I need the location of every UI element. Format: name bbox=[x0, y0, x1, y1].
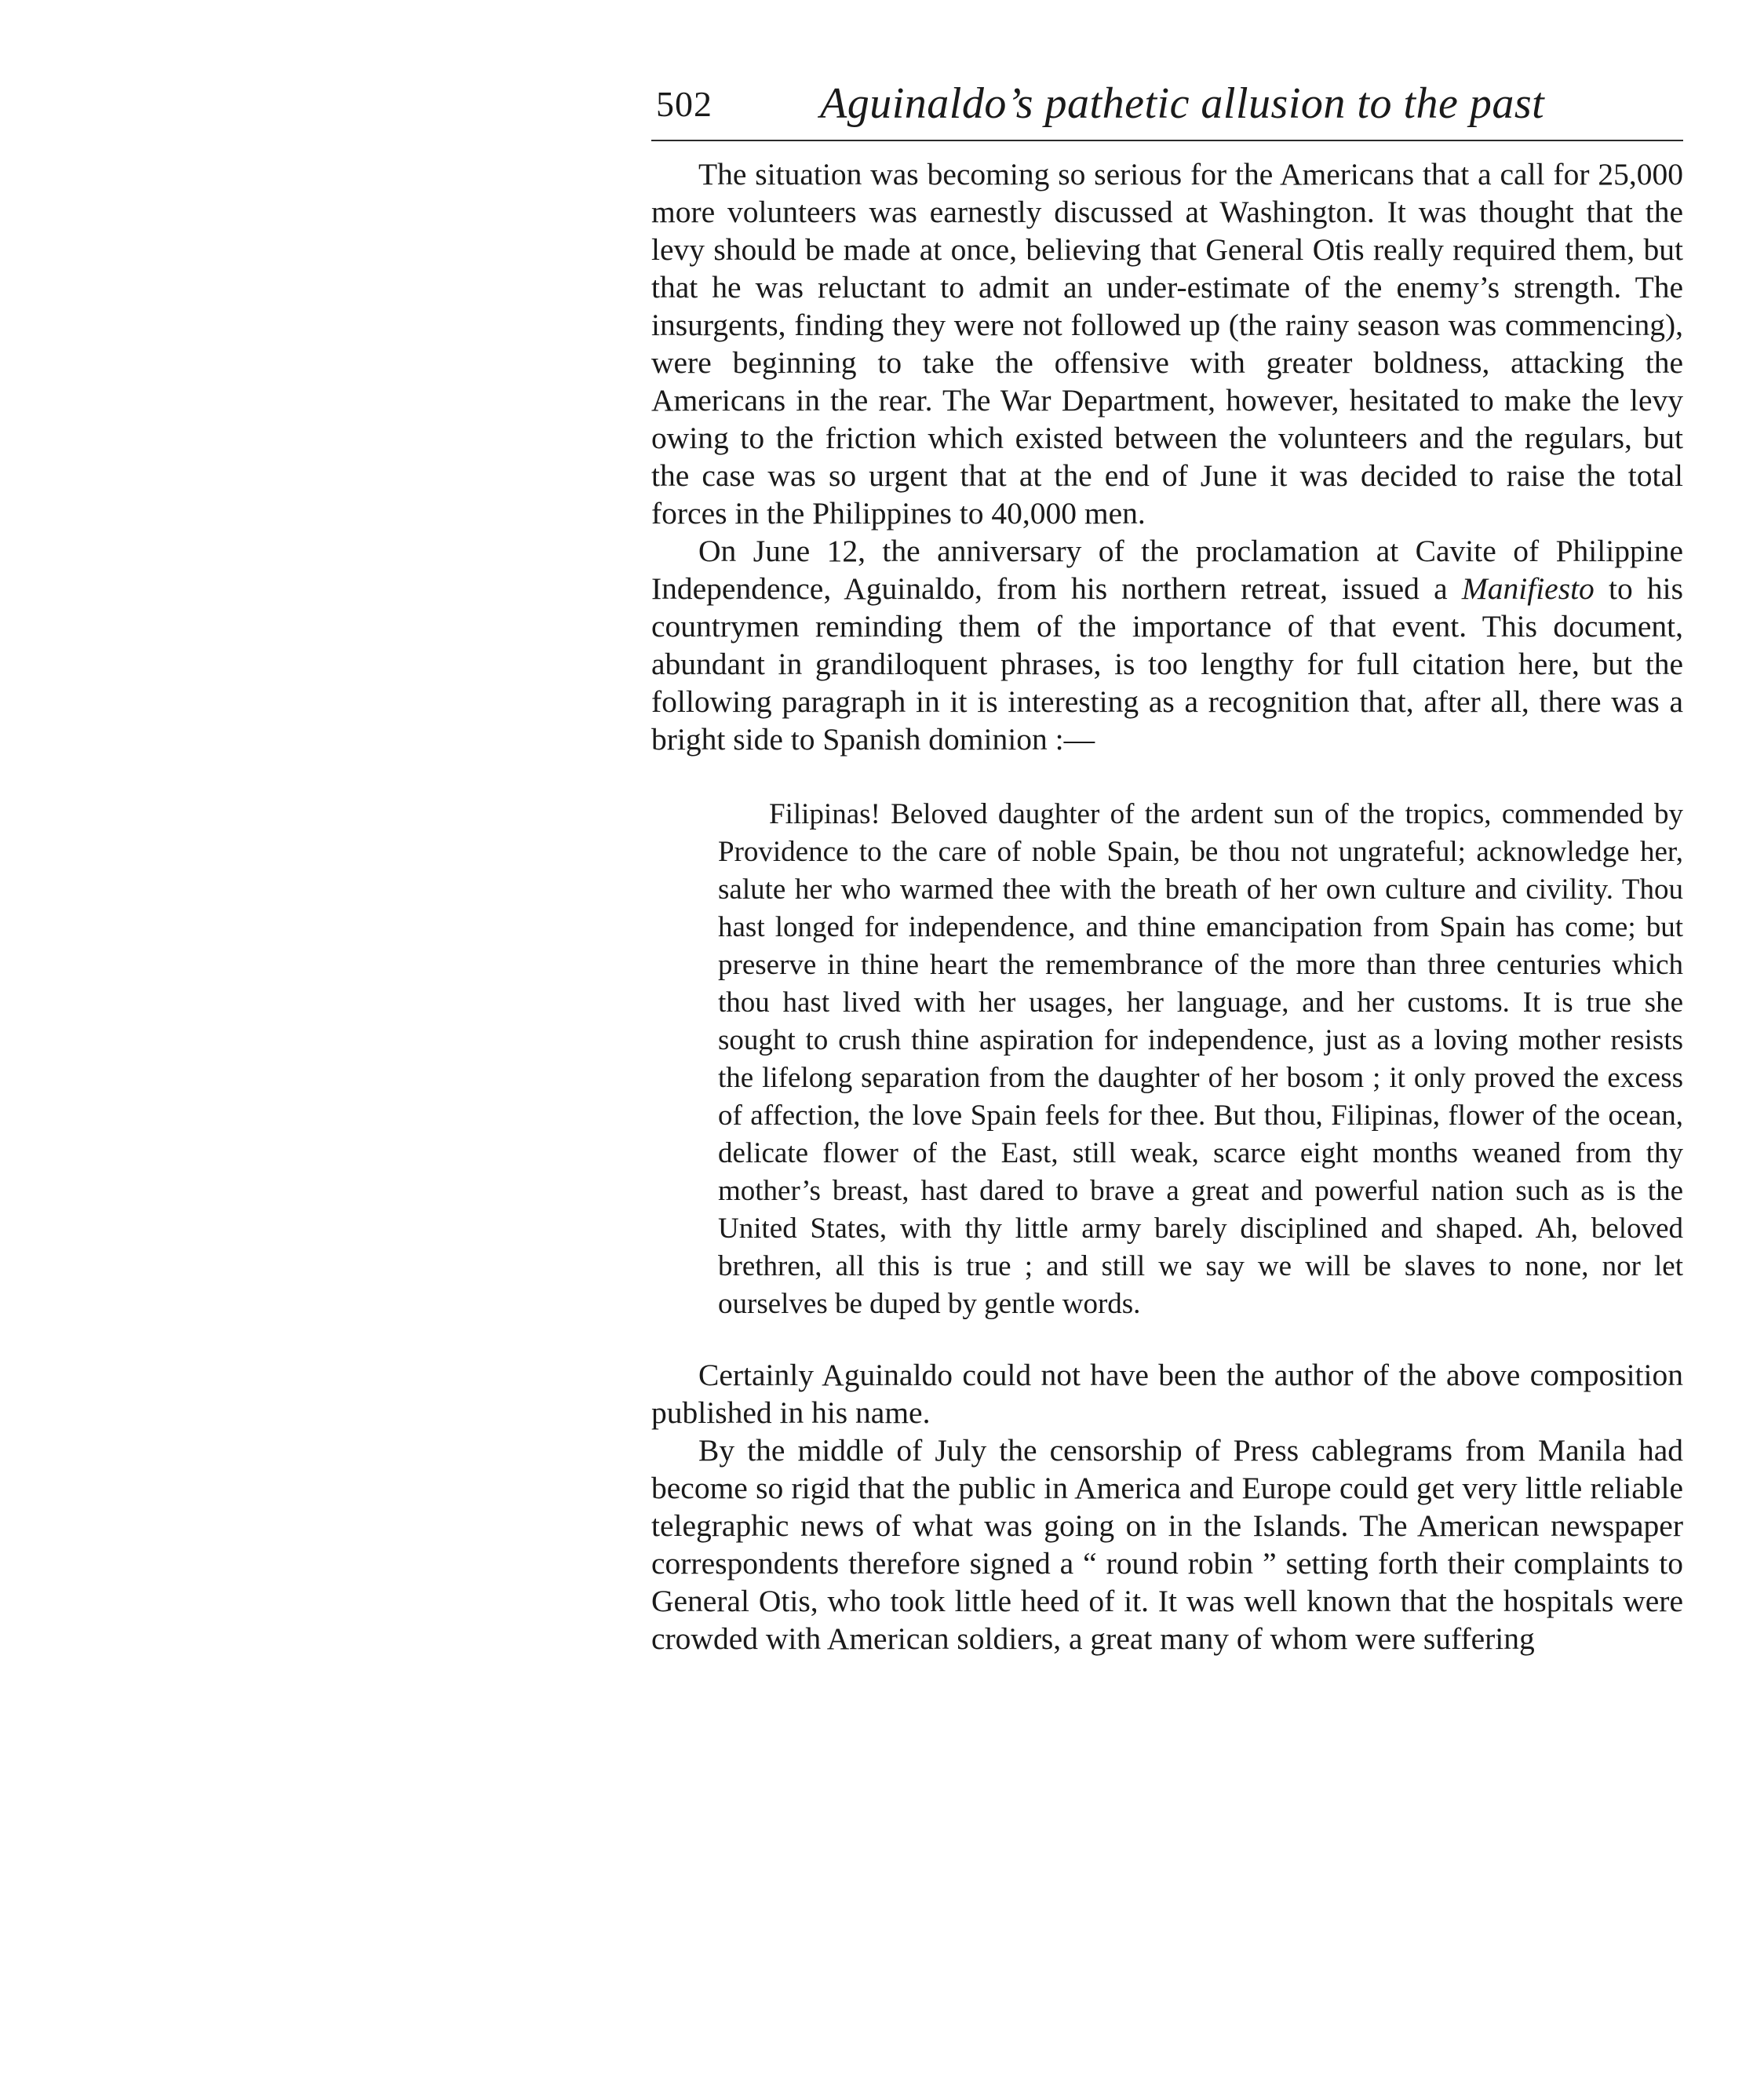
running-title: Aguinaldo’s pathetic allusion to the past bbox=[820, 79, 1545, 128]
book-page bbox=[651, 78, 1683, 1657]
paragraph-manifiesto-text-end: to his countrymen reminding them of the importance of that event. This document, abundant in grandiloquent phrases, is too lengthy for full citation here, but the following paragraph in it is interesting as a recognition that, after all, there was a bright side to Spanish dominion :— bbox=[651, 571, 1684, 757]
manifiesto-italic: Manifiesto bbox=[1461, 571, 1595, 606]
block-quote-text: Filipinas! Beloved daughter of the ardent sun of the tropics, commended by Providence to the care of noble Spain, be thou not ungrateful; acknowledge her, salute her who warmed thee with the breath of her own culture and civility. Thou hast longed for independence, and thine emancipation from Spain has come; but preserve in thine heart the remembrance of the more than three centuries which thou hast lived with her usages, her language, and her customs. It is true she sought to crush thine aspiration for independence, just as a loving mother resists the lifelong separation from the daughter of her bosom ; it only proved the excess of affection, the love Spain feels for thee. But thou, Filipinas, flower of the ocean, delicate flower of the East, still weak, scarce eight months weaned from thy mother’s breast, hast dared to brave a great and powerful nation such as is the United States, with thy little army barely disciplined and shaped. Ah, beloved brethren, all this is true ; and still we say we will be slaves to none, nor let ourselves be duped by gentle words. bbox=[718, 798, 1683, 1320]
paragraph-authorship: Certainly Aguinaldo could not have been the author of the above composition published in his name. bbox=[651, 1358, 1683, 1430]
paragraph-manifiesto-text-start: On June 12, the anniversary of the proclamation at Cavite of Philippine Independence, Aguinaldo, from his northern retreat, issued a bbox=[651, 534, 1683, 606]
paragraph-manifiesto bbox=[651, 532, 1683, 758]
page-number: 502 bbox=[656, 84, 713, 124]
paragraph-volunteers: The situation was becoming so serious for the Americans that a call for 25,000 more volunteers was earnestly discussed at Washington. It was thought that the levy should be made at once, believing that General Otis really required them, but that he was reluctant to admit an under-estimate of the enemy’s strength. The insurgents, finding they were not followed up (the rainy season was commencing), were beginning to take the offensive with greater boldness, attacking the Americans in the rear. The War Department, however, hesitated to make the levy owing to the friction which existed between the volunteers and the regulars, but the case was so urgent that at the end of June it was decided to raise the total forces in the Philippines to 40,000 men. bbox=[651, 157, 1683, 531]
block-quote bbox=[718, 796, 1683, 1323]
running-head bbox=[651, 78, 1683, 141]
paragraph-censorship: By the middle of July the censorship of Press cablegrams from Manila had become so rigid that the public in America and Europe could get very little reliable telegraphic news of what was going on in the Islands. The American newspaper correspondents therefore signed a “ round robin ” setting forth their complaints to General Otis, who took little heed of it. It was well known that the hospitals were crowded with American soldiers, a great many of whom were suffering bbox=[651, 1433, 1683, 1656]
